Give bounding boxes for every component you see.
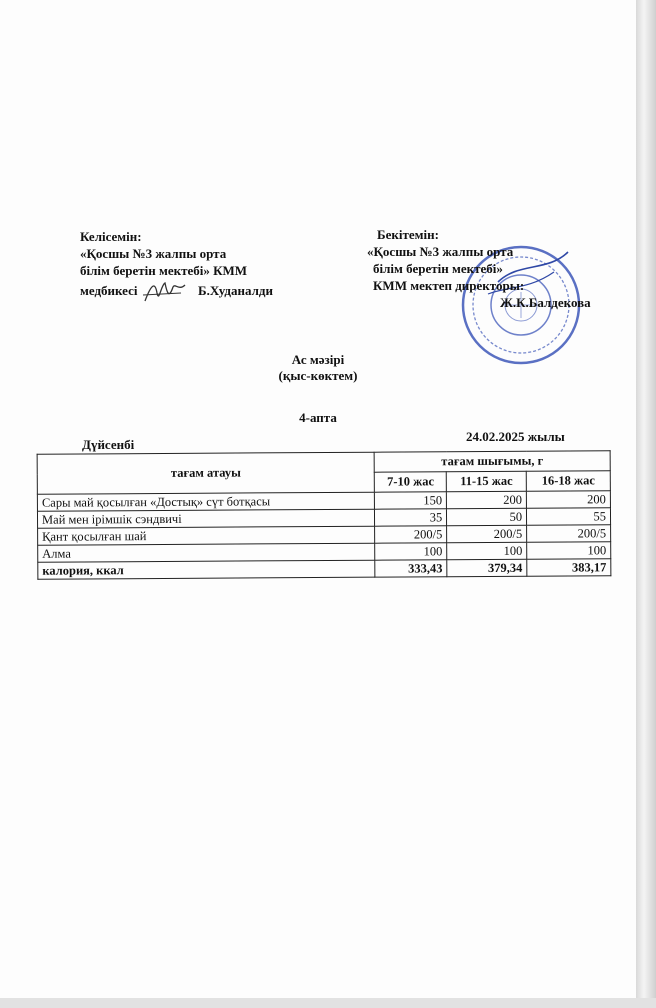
portion-value: 100 (375, 543, 447, 560)
approval-right-line2: білім беретін мектебі» (373, 261, 503, 276)
approval-left-line2: білім беретін мектебі» КММ (80, 263, 248, 278)
approval-right (367, 226, 591, 311)
dish-name: Сары май қосылған «Достық» сүт ботқасы (37, 492, 374, 511)
approval-left-name: Б.Худаналди (198, 282, 273, 298)
document-title: Ас мәзірі (291, 352, 345, 367)
approval-right-line1: «Қосшы №3 жалпы орта (367, 244, 514, 259)
calorie-value: 383,17 (527, 559, 611, 577)
calorie-value: 379,34 (447, 559, 527, 576)
paper-bottom-edge (0, 998, 656, 1008)
age-header: 7-10 жас (375, 472, 447, 492)
handwritten-signature (141, 279, 187, 305)
calorie-value: 333,43 (375, 560, 447, 577)
portion-value: 200/5 (447, 525, 527, 542)
portion-value: 100 (527, 542, 611, 560)
date-label: 24.02.2025 жылы (466, 429, 565, 444)
approval-left-signature-line (80, 279, 273, 305)
dish-name: Қант қосылған шай (38, 526, 375, 545)
approval-right-name: Ж.К.Балдекова (500, 295, 591, 310)
season-subtitle: (қыс-көктем) (278, 368, 358, 383)
portion-value: 200/5 (375, 526, 447, 543)
week-label: 4-апта (299, 410, 337, 425)
approval-left (80, 228, 273, 305)
age-header: 16-18 жас (526, 471, 610, 492)
approval-right-role: КММ мектеп директоры: (373, 278, 525, 293)
portion-value: 100 (447, 542, 527, 559)
paper-edge (636, 0, 656, 1008)
menu-table (37, 450, 612, 580)
portion-value: 35 (375, 509, 447, 526)
portion-value: 50 (447, 508, 527, 525)
calorie-label: калория, ккал (38, 560, 375, 579)
dish-name: Алма (38, 543, 375, 562)
portion-value: 55 (527, 508, 611, 526)
column-header-dish: тағам атауы (37, 452, 375, 494)
column-header-output: тағам шығымы, г (374, 451, 610, 472)
day-label: Дүйсенбі (82, 437, 135, 452)
portion-value: 200/5 (527, 525, 611, 543)
approval-right-heading: Бекітемін: (377, 227, 439, 242)
portion-value: 150 (375, 492, 447, 509)
calorie-total-row (38, 559, 611, 579)
portion-value: 200 (526, 491, 610, 509)
dish-name: Май мен ірімшік сэндвичі (37, 509, 374, 528)
approval-left-line1: «Қосшы №3 жалпы орта (80, 246, 227, 261)
approval-left-role: медбикесі (80, 282, 138, 298)
portion-value: 200 (447, 491, 527, 508)
approval-left-heading: Келісемін: (80, 229, 142, 244)
age-header: 11-15 жас (446, 471, 526, 491)
